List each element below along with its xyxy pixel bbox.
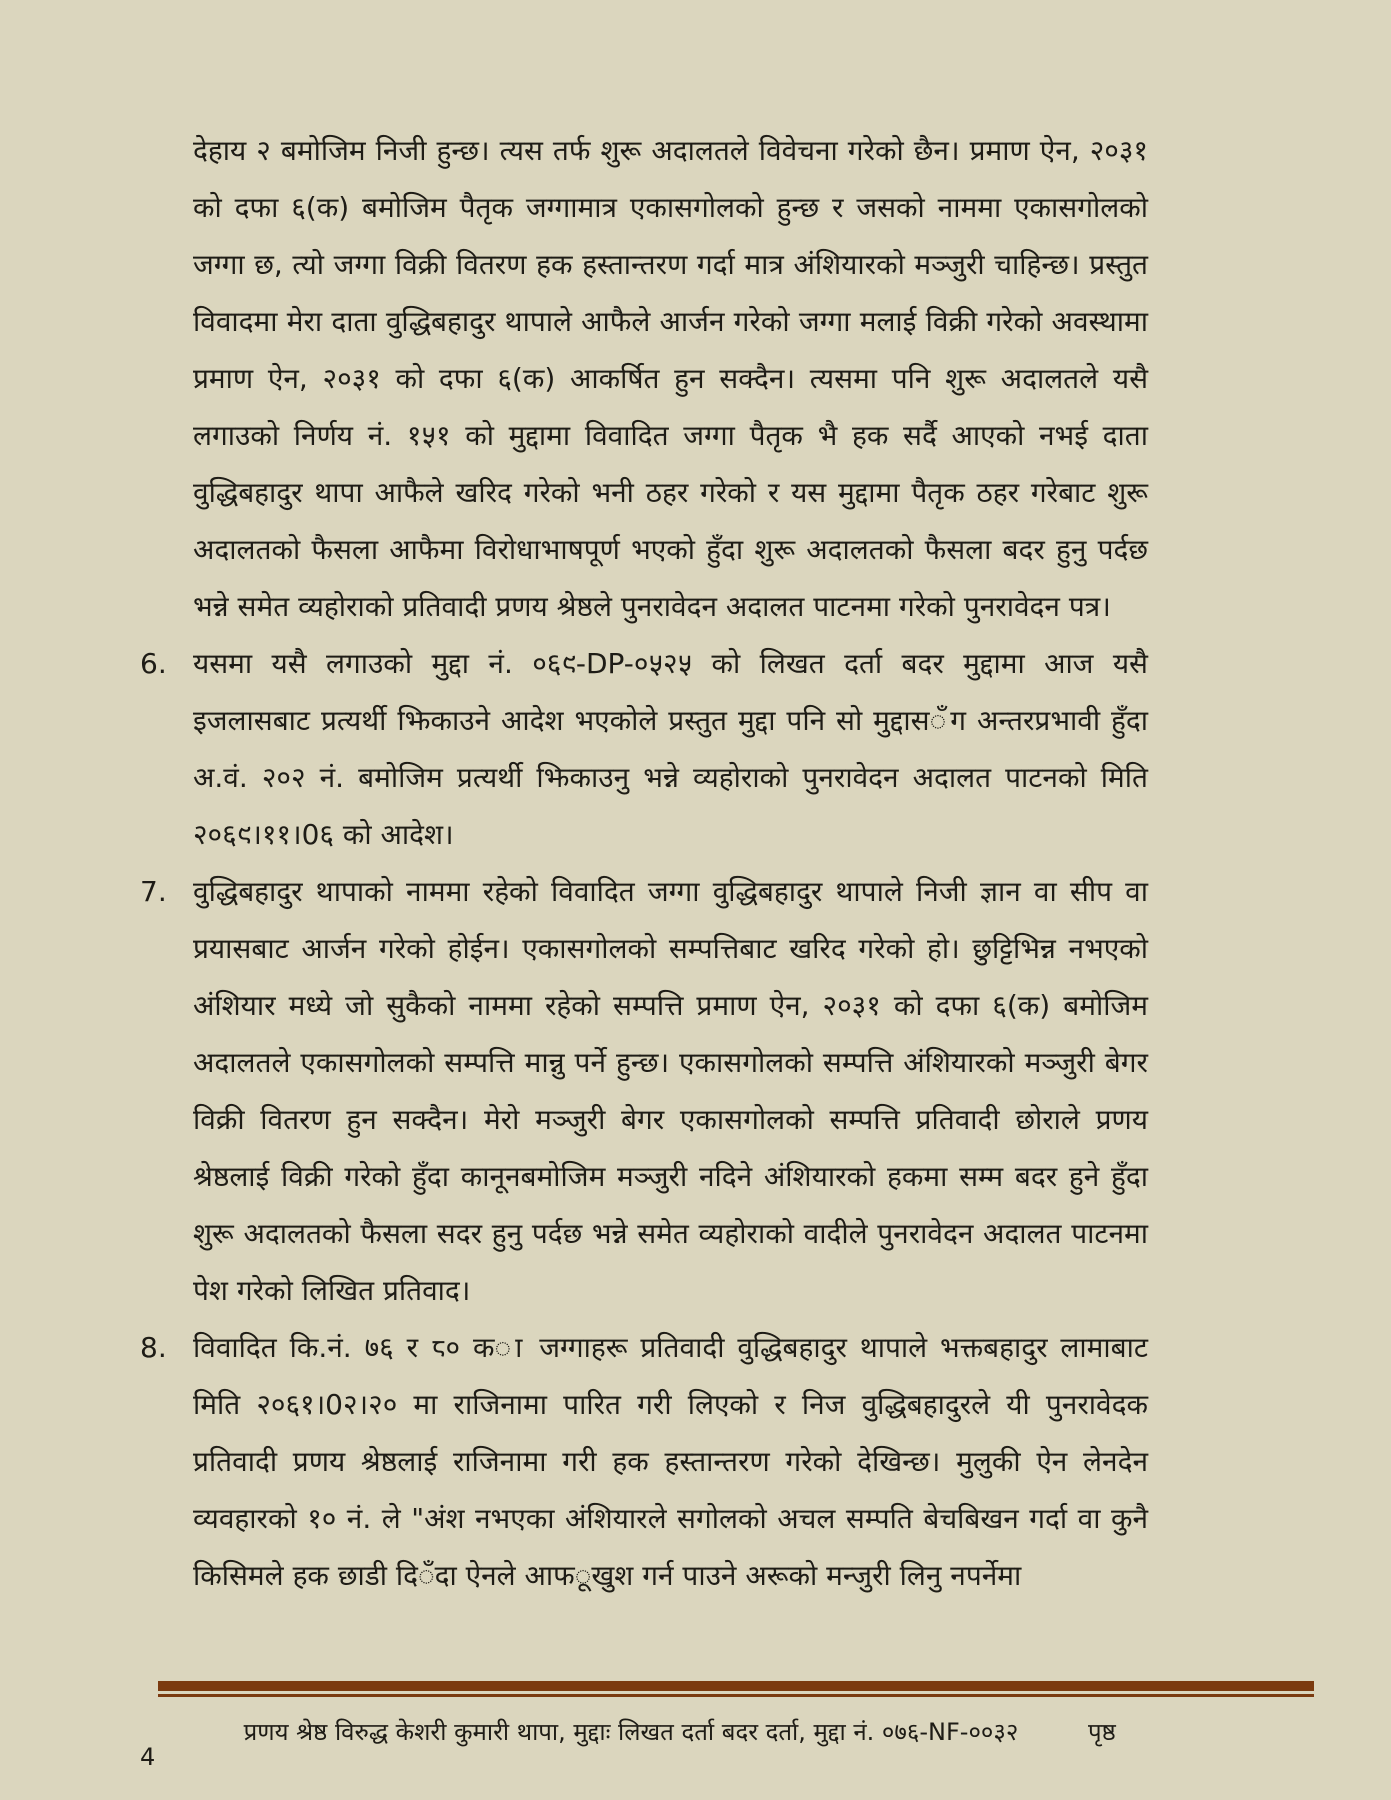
document-body (140, 122, 1148, 1604)
item-number-8: 8. (140, 1331, 167, 1364)
item-text-7: वुद्धिबहादुर थापाको नाममा रहेको विवादित जग्गा वुद्धिबहादुर थापाले निजी ज्ञान वा सीप वा प्रयासबाट आर्जन गरेको होईन। एकासगोलको सम्पत्तिबाट खरिद गरेको हो। छुट्टिभिन्न नभएको अंशियार मध्ये जो सुकैको नाममा रहेको सम्पत्ति प्रमाण ऐन, २०३१ को दफा ६(क) बमोजिम अदालतले एकासगोलको सम्पत्ति मान्नु पर्ने हुन्छ। एकासगोलको सम्पत्ति अंशियारको मञ्जुरी बेगर विक्री वितरण हुन सक्दैन। मेरो मञ्जुरी बेगर एकासगोलको सम्पत्ति प्रतिवादी छोराले प्रणय श्रेष्ठलाई विक्री गरेको हुँदा कानूनबमोजिम मञ्जुरी नदिने अंशियारको हकमा सम्म बदर हुने हुँदा शुरू अदालतको फैसला सदर हुनु पर्दछ भन्ने समेत व्यहोराको वादीले पुनरावेदन अदालत पाटनमा पेश गरेको लिखित प्रतिवाद। (193, 875, 1148, 1307)
item-text-8: विवादित कि.नं. ७६ र ८० क◌ा जग्गाहरू प्रतिवादी वुद्धिबहादुर थापाले भक्तबहादुर लामाबाट मिति २०६१।0२।२० मा राजिनामा पारित गरी लिएको र निज वुद्धिबहादुरले यी पुनरावेदक प्रतिवादी प्रणय श्रेष्ठलाई राजिनामा गरी हक हस्तान्तरण गरेको देखिन्छ। मुलुकी ऐन लेनदेन व्यवहारको १० नं. ले "अंश नभएका अंशियारले सगोलको अचल सम्पति बेचबिखन गर्दा वा कुनै किसिमले हक छाडी दि◌ँदा ऐनले आफ◌ूखुश गर्न पाउने अरूको मन्जुरी लिनु नपर्नेमा (193, 1331, 1148, 1592)
footer-page-label: पृष्ठ (1088, 1718, 1116, 1746)
footer-rule-thick-bar (158, 1681, 1314, 1691)
page-number: 4 (140, 1743, 156, 1771)
list-item-8 (140, 1319, 1148, 1604)
footer-rule-thin-bar (158, 1694, 1314, 1697)
item-number-7: 7. (140, 875, 167, 908)
paragraph-continuation: देहाय २ बमोजिम निजी हुन्छ। त्यस तर्फ शुरू अदालतले विवेचना गरेको छैन। प्रमाण ऐन, २०३१ को दफा ६(क) बमोजिम पैतृक जग्गामात्र एकासगोलको हुन्छ र जसको नाममा एकासगोलको जग्गा छ, त्यो जग्गा विक्री वितरण हक हस्तान्तरण गर्दा मात्र अंशियारको मञ्जुरी चाहिन्छ। प्रस्तुत विवादमा मेरा दाता वुद्धिबहादुर थापाले आफैले आर्जन गरेको जग्गा मलाई विक्री गरेको अवस्थामा प्रमाण ऐन, २०३१ को दफा ६(क) आकर्षित हुन सक्दैन। त्यसमा पनि शुरू अदालतले यसै लगाउको निर्णय नं. १५१ को मुद्दामा विवादित जग्गा पैतृक भै हक सर्दै आएको नभई दाता वुद्धिबहादुर थापा आफैले खरिद गरेको भनी ठहर गरेको र यस मुद्दामा पैतृक ठहर गरेबाट शुरू अदालतको फैसला आफैमा विरोधाभाषपूर्ण भएको हुँदा शुरू अदालतको फैसला बदर हुनु पर्दछ भन्ने समेत व्यहोराको प्रतिवादी प्रणय श्रेष्ठले पुनरावेदन अदालत पाटनमा गरेको पुनरावेदन पत्र। (193, 134, 1148, 623)
list-item-6 (140, 635, 1148, 863)
footer (158, 1712, 1314, 1752)
list-item-7 (140, 863, 1148, 1319)
item-number-6: 6. (140, 647, 167, 680)
footer-case-line: प्रणय श्रेष्ठ विरुद्ध केशरी कुमारी थापा, मुद्दाः लिखत दर्ता बदर दर्ता, मुद्दा नं. ०७६-NF-००३२ (243, 1718, 1019, 1746)
footer-rule (158, 1681, 1314, 1697)
item-text-6: यसमा यसै लगाउको मुद्दा नं. ०६९-DP-०५२५ को लिखत दर्ता बदर मुद्दामा आज यसै इजलासबाट प्रत्यर्थी झिकाउने आदेश भएकोले प्रस्तुत मुद्दा पनि सो मुद्दास◌ँग अन्तरप्रभावी हुँदा अ.वं. २०२ नं. बमोजिम प्रत्यर्थी झिकाउनु भन्ने व्यहोराको पुनरावेदन अदालत पाटनको मिति २०६९।११।0६ को आदेश। (193, 647, 1148, 851)
